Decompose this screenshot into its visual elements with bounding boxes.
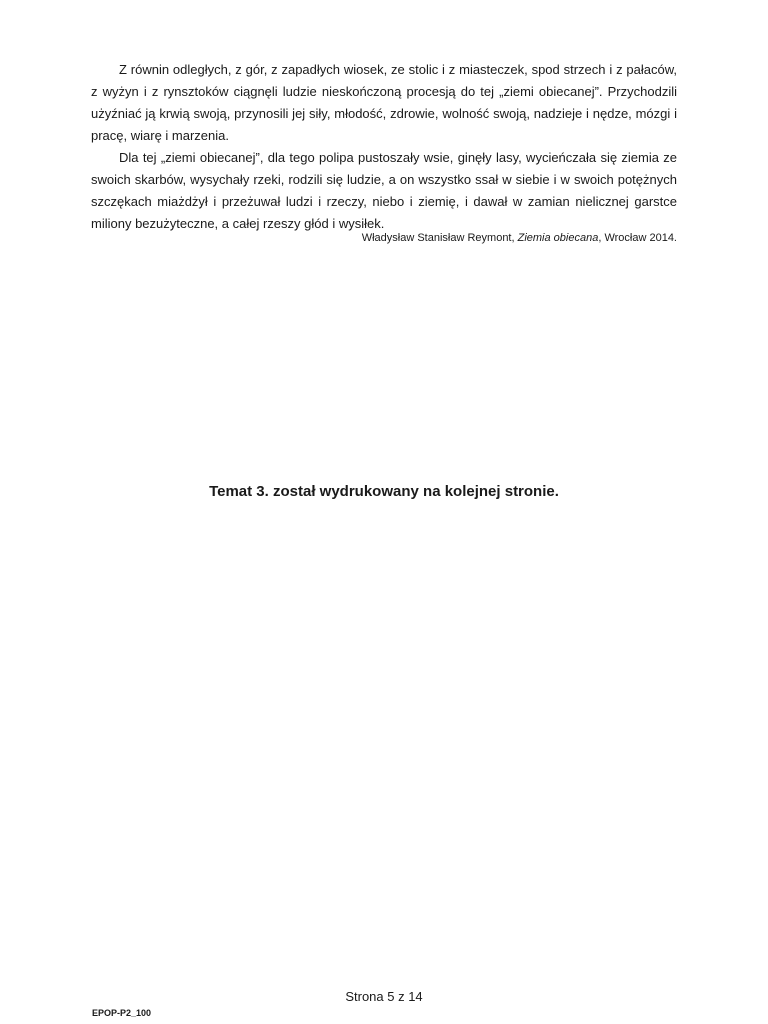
citation <box>200 230 677 246</box>
citation-author: Władysław Stanisław Reymont, <box>361 232 518 244</box>
citation-title: Ziemia obiecana <box>517 232 599 244</box>
excerpt-text <box>91 59 677 235</box>
citation-details: , Wrocław 2014. <box>598 232 677 244</box>
next-page-notice: Temat 3. został wydrukowany na kolejnej stronie. <box>209 483 559 500</box>
exam-code: EPOP-P2_100 <box>92 1008 152 1018</box>
excerpt-paragraph-1: Z równin odległych, z gór, z zapadłych wiosek, ze stolic i z miasteczek, spod strzech i z pałaców, z wyżyn i z rynsztoków ciągnęli ludzie nieskończoną procesją do tej „ziemi obiecanej”. Przychodzili użyźniać ją krwią swoją, przynosili jej siły, młodość, zdrowie, wolność swoją, nadzieje i nędze, mózgi i pracę, wiarę i marzenia. <box>91 62 677 143</box>
page-number: Strona 5 z 14 <box>345 989 423 1004</box>
excerpt-paragraph-2: Dla tej „ziemi obiecanej”, dla tego polipa pustoszały wsie, ginęły lasy, wycieńczała się ziemia ze swoich skarbów, wysychały rzeki, rodzili się ludzie, a on wszystko ssał w siebie i w swoich potężnych szczękach miażdżył i przeżuwał ludzi i rzeczy, niebo i ziemię, i dawał w zamian nielicznej garstce miliony bezużyteczne, a całej rzeszy głód i wysiłek. <box>91 150 677 231</box>
